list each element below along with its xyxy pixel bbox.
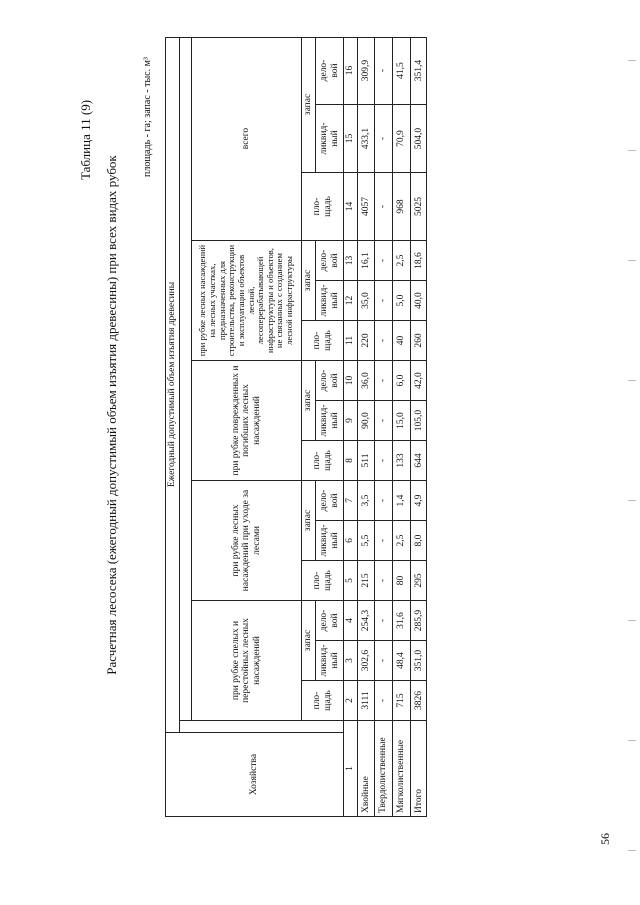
table-cell: 309,9 [357, 37, 374, 105]
table-cell: 351,0 [410, 641, 427, 681]
table-cell: 715 [392, 681, 410, 721]
header-business: дело- вой [315, 37, 343, 105]
column-number: 15 [343, 105, 357, 173]
header-group-damaged: при рубке поврежденных и погибших лесных насаждений [191, 361, 301, 481]
table-cell: - [374, 521, 392, 561]
table-cell: 2,5 [392, 241, 410, 281]
table-number: Таблица 11 (9) [78, 99, 93, 180]
scan-mark [628, 500, 636, 501]
header-group-care: при рубке лесных насаждений при уходе за лесами [191, 481, 301, 601]
table-cell: - [374, 401, 392, 441]
table-cell: 644 [410, 441, 427, 481]
table-cell: 285,9 [410, 601, 427, 641]
header-area: пло- щадь [301, 441, 343, 481]
table-cell: - [374, 601, 392, 641]
column-number: 5 [343, 561, 357, 601]
table-cell: 31,6 [392, 601, 410, 641]
table-cell: 215 [357, 561, 374, 601]
column-number: 4 [343, 601, 357, 641]
header-stock: запас [301, 241, 315, 321]
table-cell: 1,4 [392, 481, 410, 521]
header-business: дело- вой [315, 601, 343, 641]
column-number: 9 [343, 401, 357, 441]
row-label: Хвойные [357, 721, 374, 817]
table-cell: 41,5 [392, 37, 410, 105]
table-cell: 8,0 [410, 521, 427, 561]
table-cell: - [374, 321, 392, 361]
scan-mark [628, 620, 636, 621]
column-number: 10 [343, 361, 357, 401]
table-cell: - [374, 241, 392, 281]
table-cell: 3,5 [357, 481, 374, 521]
table-cell: 40,0 [410, 281, 427, 321]
table-cell: 40 [392, 321, 410, 361]
column-number: 14 [343, 173, 357, 241]
units-note: площадь - га; запас - тыс. м³ [142, 57, 153, 177]
table-cell: - [374, 105, 392, 173]
header-liquid: ликвид- ный [315, 281, 343, 321]
table-cell: 433,1 [357, 105, 374, 173]
header-spacer [179, 721, 343, 733]
table-cell: 16,1 [357, 241, 374, 281]
header-group-total: всего [191, 37, 301, 241]
column-number: 2 [343, 681, 357, 721]
table-cell: 2,5 [392, 521, 410, 561]
scan-mark [628, 380, 636, 381]
column-number: 7 [343, 481, 357, 521]
column-number: 3 [343, 641, 357, 681]
table-cell: 90,0 [357, 401, 374, 441]
scan-mark [628, 740, 636, 741]
header-stock: запас [301, 361, 315, 441]
table-cell: 5,0 [392, 281, 410, 321]
column-number: 11 [343, 321, 357, 361]
table-cell: 133 [392, 441, 410, 481]
header-annual: Ежегодный допустимый объем изъятия древесины [165, 37, 179, 733]
header-business: дело- вой [315, 481, 343, 521]
table-cell: 5,5 [357, 521, 374, 561]
allowable-cut-table [165, 37, 427, 817]
table-cell: 302,6 [357, 641, 374, 681]
header-group-infrastructure: при рубке лесных насаждений на лесных участках, предназначенных для строительства, реконструкции и эксплуатации объектов лесной, лесоперерабатывающей инфраструктуры и объектов, не связанных с созданием лесной инфраструктуры [191, 241, 301, 361]
table-cell: 4057 [357, 173, 374, 241]
table-cell: 70,9 [392, 105, 410, 173]
header-business: дело- вой [315, 361, 343, 401]
table-cell: 511 [357, 441, 374, 481]
column-number: 6 [343, 521, 357, 561]
header-liquid: ликвид- ный [315, 521, 343, 561]
table-cell: 351,4 [410, 37, 427, 105]
table-cell: 254,3 [357, 601, 374, 641]
table-cell: 504,0 [410, 105, 427, 173]
header-area: пло- щадь [301, 321, 343, 361]
table-cell: 3111 [357, 681, 374, 721]
scan-mark [628, 850, 636, 851]
table-title: Расчетная лесосека (ежегодный допустимый объем изъятия древесины) при всех видах рубок [104, 155, 119, 675]
table-cell: 220 [357, 321, 374, 361]
table-cell: - [374, 681, 392, 721]
table-cell: 80 [392, 561, 410, 601]
row-label: Итого [410, 721, 427, 817]
header-liquid: ликвид- ный [315, 401, 343, 441]
scan-mark [628, 260, 636, 261]
header-area: пло- щадь [301, 173, 343, 241]
table-cell: 36,0 [357, 361, 374, 401]
table-cell: 295 [410, 561, 427, 601]
table-cell: 4,9 [410, 481, 427, 521]
table-cell: - [374, 481, 392, 521]
table-cell: - [374, 173, 392, 241]
header-liquid: ликвид- ный [315, 641, 343, 681]
column-number: 16 [343, 37, 357, 105]
table-cell: - [374, 441, 392, 481]
header-stock: запас [301, 601, 315, 681]
scan-mark [628, 150, 636, 151]
header-band [179, 37, 191, 721]
table-cell: 35,0 [357, 281, 374, 321]
column-number: 1 [343, 721, 357, 817]
column-number: 8 [343, 441, 357, 481]
header-group-mature: при рубке спелых и перестойных лесных насаждений [191, 601, 301, 721]
table-cell: 6,0 [392, 361, 410, 401]
header-business: дело- вой [315, 241, 343, 281]
table-cell: 42,0 [410, 361, 427, 401]
table-cell: 3826 [410, 681, 427, 721]
header-liquid: ликвид- ный [315, 105, 343, 173]
column-number: 12 [343, 281, 357, 321]
table-cell: - [374, 37, 392, 105]
scan-mark [628, 60, 636, 61]
column-number: 13 [343, 241, 357, 281]
header-area: пло- щадь [301, 681, 343, 721]
table-cell: 260 [410, 321, 427, 361]
header-farm: Хозяйства [165, 733, 343, 817]
table-cell: - [374, 641, 392, 681]
header-stock: запас [301, 481, 315, 561]
row-label: Мягколиственные [392, 721, 410, 817]
table-cell: - [374, 561, 392, 601]
header-area: пло- щадь [301, 561, 343, 601]
table-cell: 15,0 [392, 401, 410, 441]
page-number: 56 [598, 833, 612, 845]
table-cell: 968 [392, 173, 410, 241]
table-cell: - [374, 281, 392, 321]
table-cell: 5025 [410, 173, 427, 241]
table-cell: 105,0 [410, 401, 427, 441]
row-label: Твердолиственные [374, 721, 392, 817]
table-cell: - [374, 361, 392, 401]
table-cell: 48,4 [392, 641, 410, 681]
table-cell: 18,6 [410, 241, 427, 281]
header-stock: запас [301, 37, 315, 173]
